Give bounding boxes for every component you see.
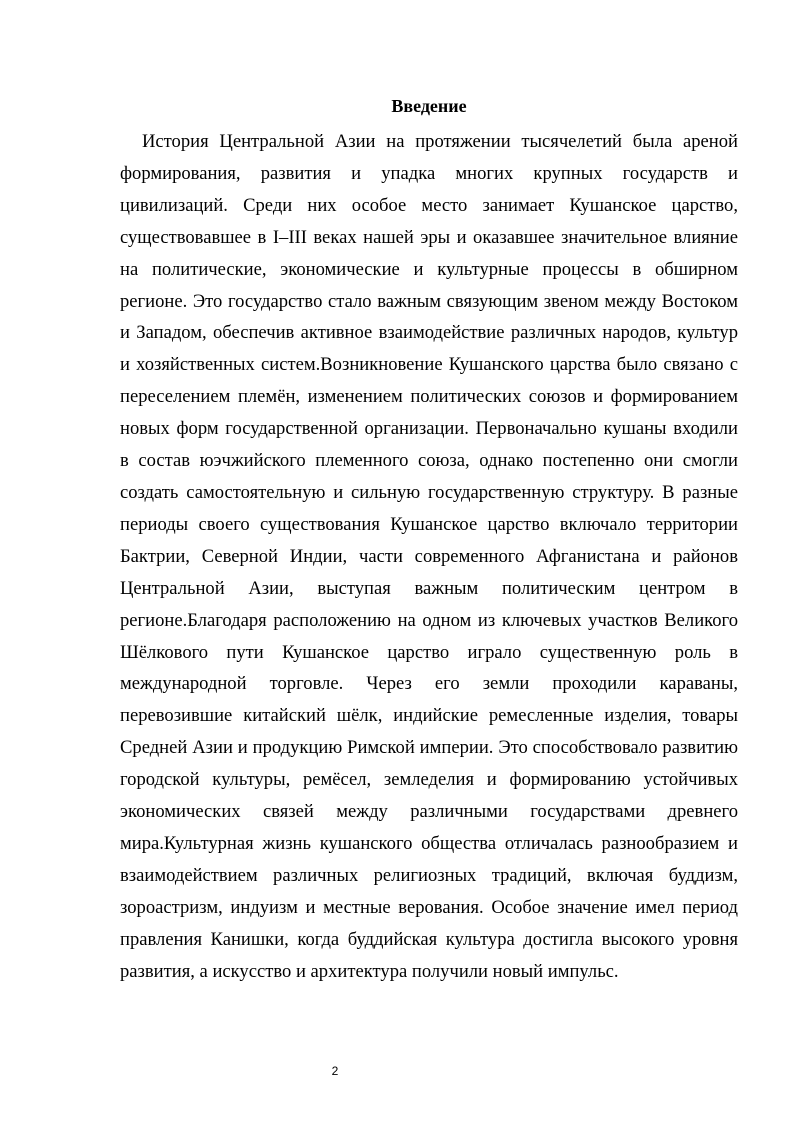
page-number: 2 bbox=[331, 1064, 339, 1078]
body-paragraph: История Центральной Азии на протяжении тысячелетий была ареной формирования, развития и упадка многих крупных государств и цивилизаций. Среди них особое место занимает Кушанское царство, существовавшее в I–III веках нашей эры и оказавшее значительное влияние на политические, экономические и культурные процессы в обширном регионе. Это государство стало важным связующим звеном между Востоком и Западом, обеспечив активное взаимодействие различных народов, культур и хозяйственных систем.Возникновение Кушанского царства было связано с переселением племён, изменением политических союзов и формированием новых форм государственной организации. Первоначально кушаны входили в состав юэчжийского племенного союза, однако постепенно они смогли создать самостоятельную и сильную государственную структуру. В разные периоды своего существования Кушанское царство включало территории Бактрии, Северной Индии, части современного Афганистана и районов Центральной Азии, выступая важным политическим центром в регионе.Благодаря расположению на одном из ключевых участков Великого Шёлкового пути Кушанское царство играло существенную роль в международной торговле. Через его земли проходили караваны, перевозившие китайский шёлк, индийские ремесленные изделия, товары Средней Азии и продукцию Римской империи. Это способствовало развитию городской культуры, ремёсел, земледелия и формированию устойчивых экономических связей между различными государствами древнего мира.Культурная жизнь кушанского общества отличалась разнообразием и взаимодействием различных религиозных традиций, включая буддизм, зороастризм, индуизм и местные верования. Особое значение имел период правления Канишки, когда буддийская культура достигла высокого уровня развития, а искусство и архитектура получили новый импульс. bbox=[120, 131, 738, 982]
section-heading: Введение bbox=[391, 96, 467, 116]
